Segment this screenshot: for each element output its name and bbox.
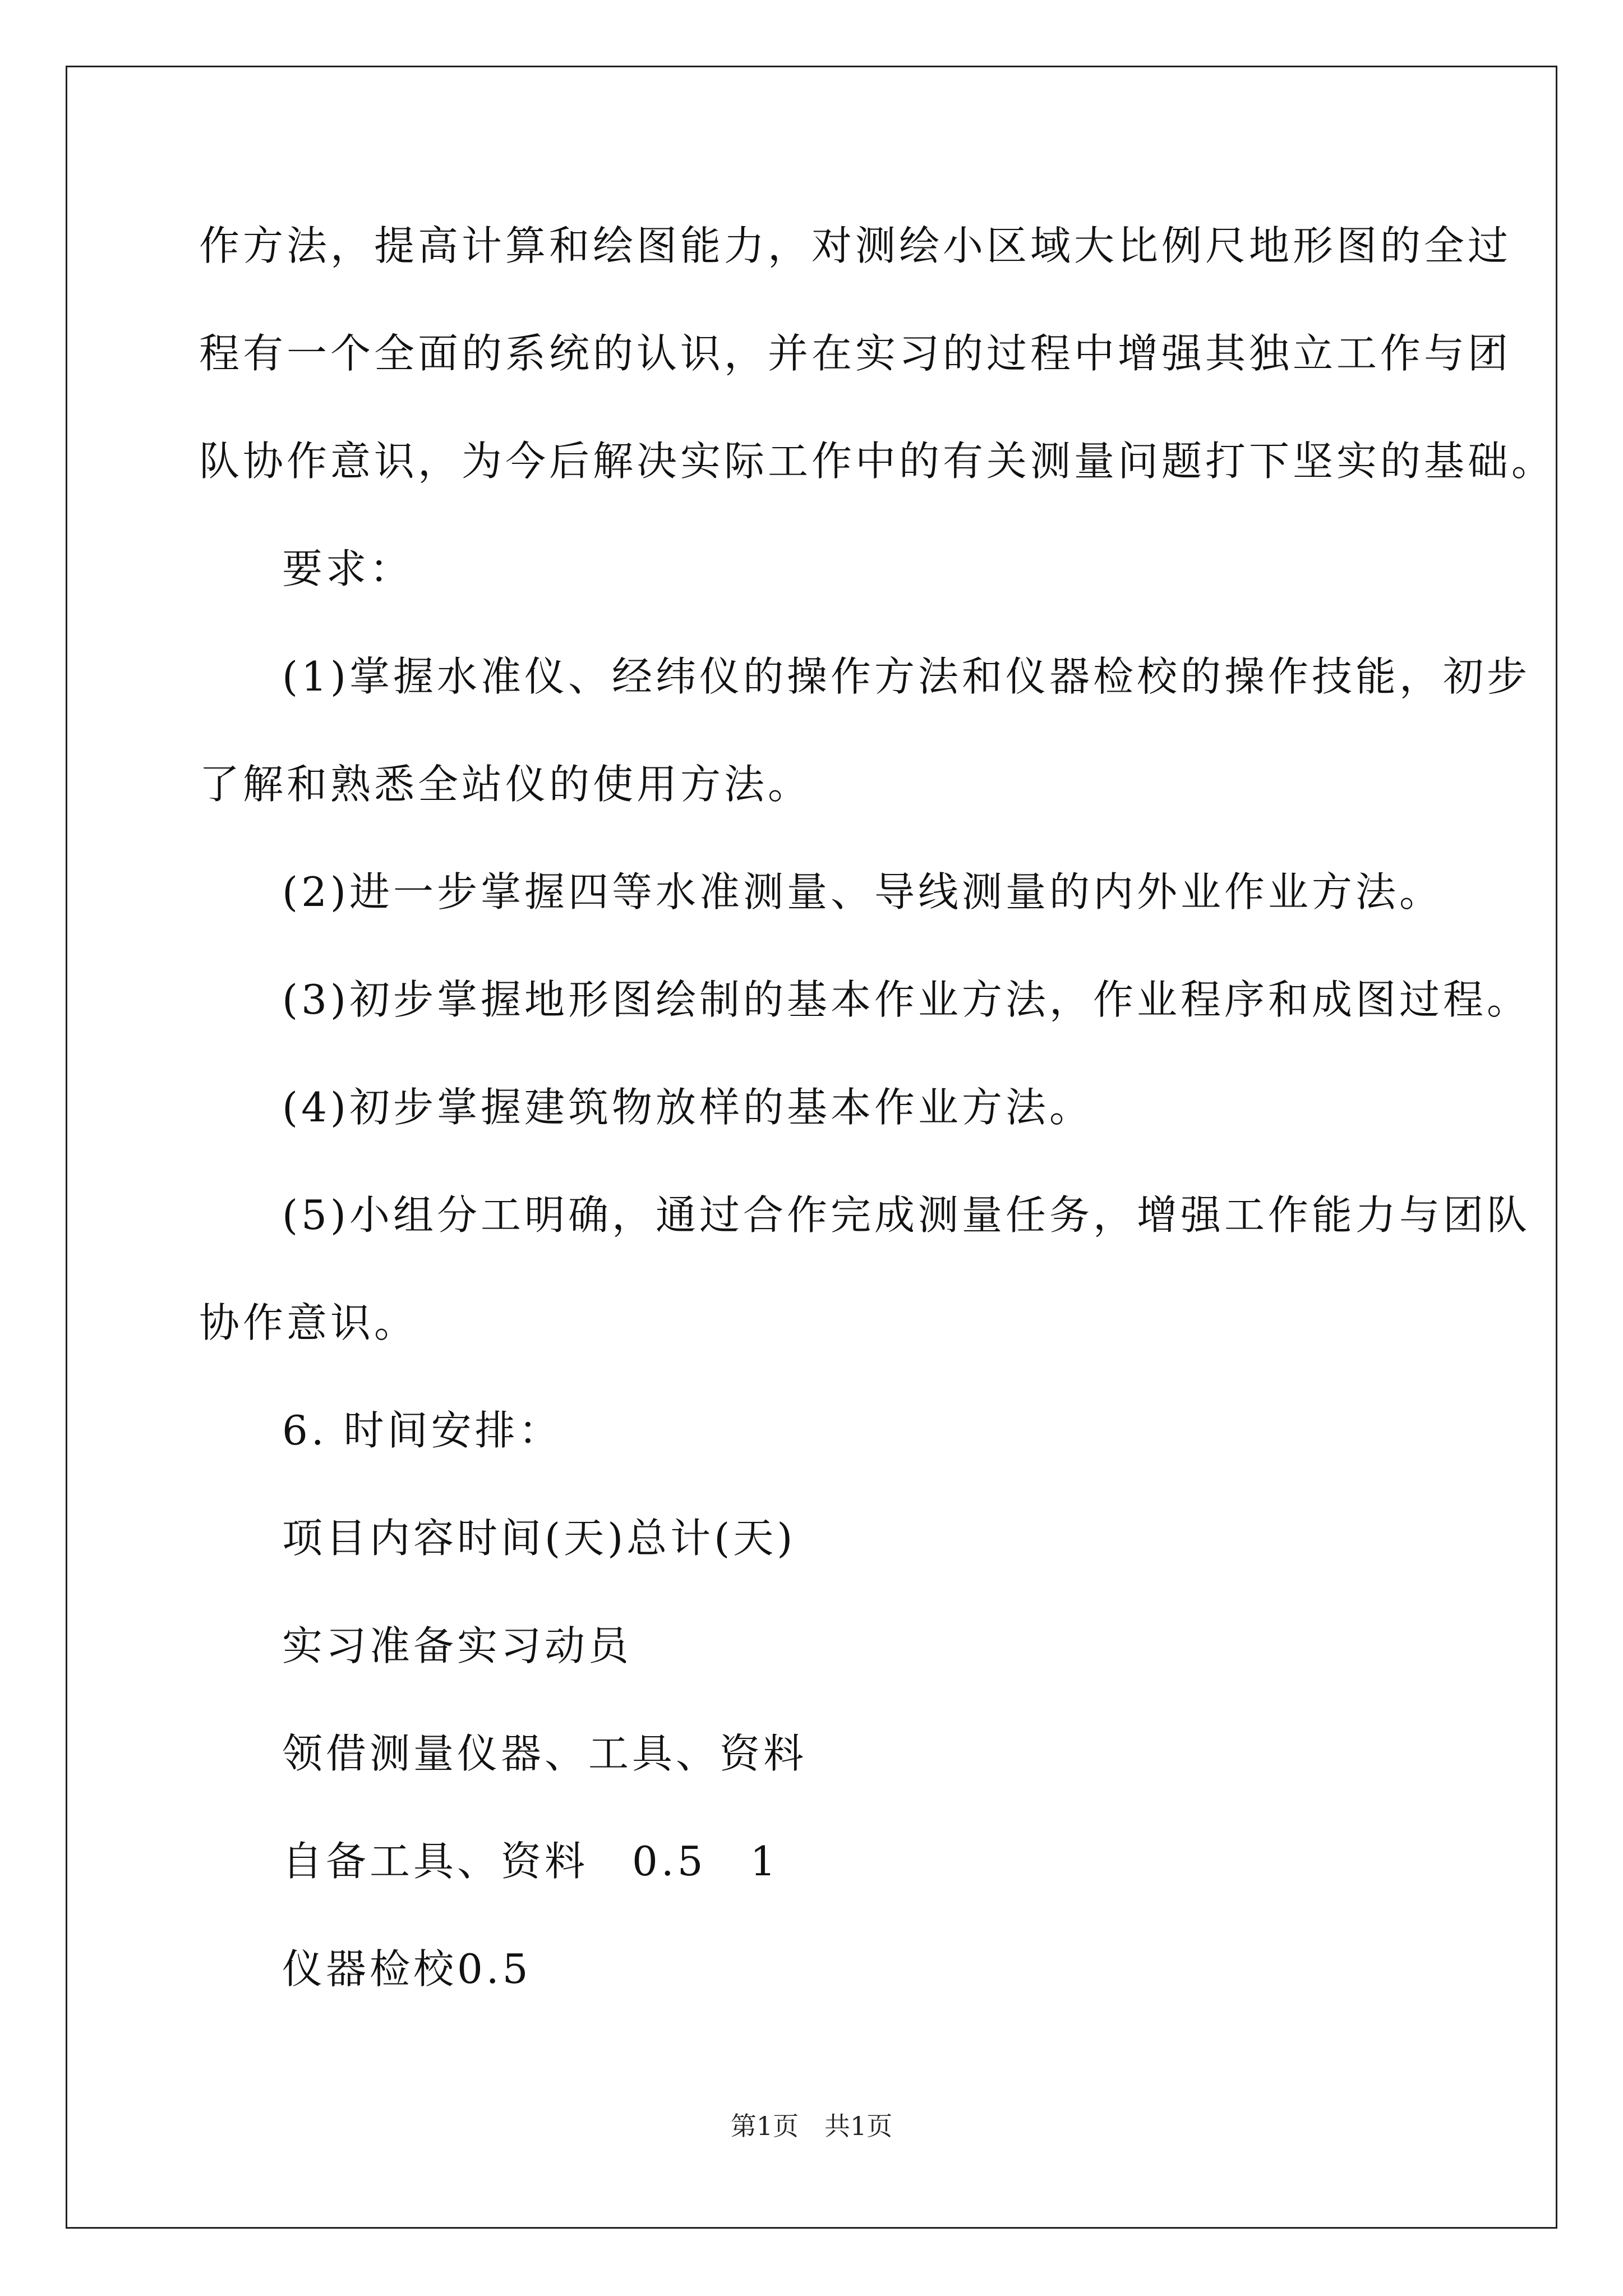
body-line-3: 队协作意识，为今后解决实际工作中的有关测量问题打下坚实的基础。 (199, 438, 1556, 485)
body-line-2: 程有一个全面的系统的认识，并在实习的过程中增强其独立工作与团 (199, 330, 1512, 377)
requirement-1-line-2: 了解和熟悉全站仪的使用方法。 (199, 761, 812, 808)
page-border (66, 66, 1557, 2229)
schedule-header-row: 项目内容时间(天)总计(天) (282, 1515, 796, 1562)
schedule-heading: 6. 时间安排： (282, 1407, 562, 1454)
requirement-1-line-1: (1)掌握水准仪、经纬仪的操作方法和仪器检校的操作技能，初步 (282, 653, 1530, 700)
body-line-1: 作方法，提高计算和绘图能力，对测绘小区域大比例尺地形图的全过 (199, 222, 1512, 269)
requirement-5-line-2: 协作意识。 (199, 1299, 418, 1346)
schedule-row-2: 领借测量仪器、工具、资料 (282, 1730, 808, 1777)
requirement-5-line-1: (5)小组分工明确，通过合作完成测量任务，增强工作能力与团队 (282, 1191, 1530, 1239)
requirements-heading: 要求： (282, 545, 414, 592)
schedule-row-1: 实习准备实习动员 (282, 1622, 633, 1669)
requirement-2: (2)进一步掌握四等水准测量、导线测量的内外业作业方法。 (282, 868, 1443, 915)
schedule-row-3: 自备工具、资料 0.5 1 (282, 1838, 780, 1885)
requirement-4: (4)初步掌握建筑物放样的基本作业方法。 (282, 1084, 1093, 1131)
schedule-row-4: 仪器检校0.5 (282, 1945, 532, 1993)
requirement-3: (3)初步掌握地形图绘制的基本作业方法，作业程序和成图过程。 (282, 976, 1530, 1023)
page-footer: 第1页 共1页 (730, 2111, 893, 2141)
